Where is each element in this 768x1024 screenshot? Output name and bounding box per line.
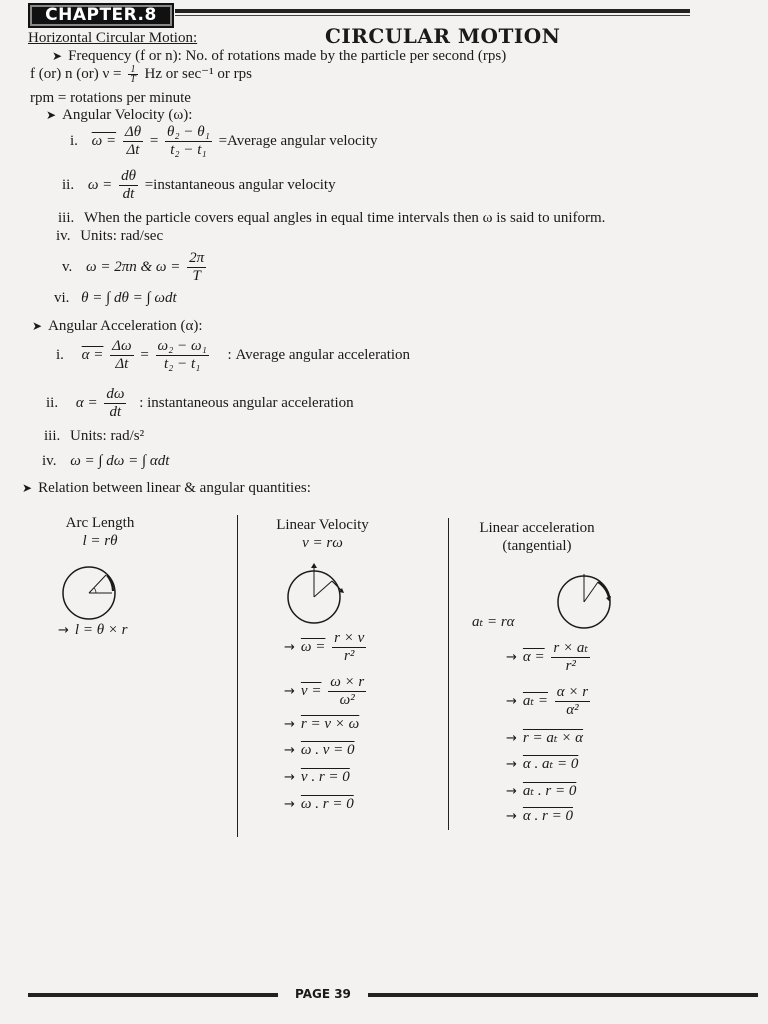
right-arrow-icon: → xyxy=(506,731,517,746)
fraction xyxy=(165,124,212,159)
aa-item-1 xyxy=(56,338,410,373)
lv-row-3 xyxy=(284,716,359,733)
page-title: CIRCULAR MOTION xyxy=(325,24,561,48)
frequency-formula-lhs: f (or) n (or) ν = xyxy=(30,66,122,82)
vector-relation: α . r = 0 xyxy=(522,808,573,824)
frequency-formula xyxy=(30,64,252,84)
frac-den: ω² xyxy=(339,692,355,708)
formula-lhs: ω = xyxy=(87,176,113,193)
vector-relation: α . aₜ = 0 xyxy=(522,756,579,772)
arc-length-circle-diagram xyxy=(58,563,124,623)
fraction xyxy=(332,630,366,665)
arc-length-heading: Arc Length xyxy=(65,515,135,531)
angular-velocity-heading xyxy=(46,107,192,124)
arrow-bullet-icon: ➤ xyxy=(52,49,63,63)
la-row-3 xyxy=(506,728,583,747)
arc-length-formula: l = rθ xyxy=(82,533,118,549)
angular-velocity-heading-text: Angular Velocity (ω): xyxy=(62,107,193,123)
right-arrow-icon: → xyxy=(506,693,517,709)
footer-rule-right xyxy=(368,993,758,997)
page-number: PAGE 39 xyxy=(295,987,351,1001)
relation-heading-text: Relation between linear & angular quantities: xyxy=(38,480,311,496)
linear-velocity-formula: v = rω xyxy=(302,535,343,551)
relation-heading xyxy=(22,480,311,497)
formula-lhs: ω = 2πn & ω = xyxy=(86,258,181,275)
formula-desc: : Average angular acceleration xyxy=(227,346,411,363)
frac-num: θ₂ − θ₁ xyxy=(167,124,210,140)
formula-desc: : instantaneous angular acceleration xyxy=(139,394,354,411)
column-divider-1 xyxy=(237,515,238,837)
frac-num: ω₂ − ω₁ xyxy=(157,338,207,354)
aa-item-4 xyxy=(42,453,169,470)
right-arrow-icon: → xyxy=(284,743,295,758)
right-arrow-icon: → xyxy=(284,797,295,812)
frac-num: α × r xyxy=(556,684,589,700)
av-item-6 xyxy=(54,290,177,307)
la-row-alpha xyxy=(506,640,593,675)
fraction xyxy=(187,250,206,285)
av-item-3 xyxy=(58,210,605,227)
item-number: i. xyxy=(70,132,78,149)
av-item-2 xyxy=(62,168,336,203)
fraction xyxy=(156,338,209,373)
linear-velocity-heading: Linear Velocity xyxy=(276,517,369,533)
chapter-badge: CHAPTER.8 xyxy=(28,3,174,28)
right-arrow-icon: → xyxy=(284,770,295,785)
item-number: v. xyxy=(62,258,73,275)
frequency-line xyxy=(52,48,506,65)
la-row-4 xyxy=(506,754,578,773)
frac-den: α² xyxy=(566,702,579,718)
frac-den: r² xyxy=(344,648,355,664)
frequency-label: Frequency (f or n): No. of rotations made by the particle per second (rps) xyxy=(68,48,507,64)
item-number: iv. xyxy=(56,228,71,244)
arrow-bullet-icon: ➤ xyxy=(22,481,33,495)
frequency-formula-units: Hz or sec⁻¹ or rps xyxy=(144,66,252,82)
formula-lhs: α = xyxy=(75,394,98,411)
formula-lhs: α = xyxy=(522,648,545,665)
arrow-bullet-icon: ➤ xyxy=(32,319,43,333)
item-number: i. xyxy=(56,346,64,363)
item-text: When the particle covers equal angles in equal time intervals then ω is said to uniform. xyxy=(84,210,606,226)
frac-den: t₂ − t₁ xyxy=(170,142,207,158)
item-text: θ = ∫ dθ = ∫ ωdt xyxy=(81,290,177,306)
vector-relation: r = aₜ × α xyxy=(522,730,584,746)
formula-lhs: ω = xyxy=(300,638,326,655)
la-formula: aₜ = rα xyxy=(472,614,515,630)
frac-num: r × aₜ xyxy=(553,640,589,656)
item-number: vi. xyxy=(54,290,70,306)
linear-acceleration-heading: Linear acceleration xyxy=(479,520,595,536)
right-arrow-icon: → xyxy=(58,623,69,638)
frac-den: T xyxy=(130,74,136,86)
item-number: ii. xyxy=(46,394,59,411)
right-arrow-icon: → xyxy=(506,809,517,824)
arrow-bullet-icon: ➤ xyxy=(46,108,57,122)
section-heading: Horizontal Circular Motion: xyxy=(28,30,198,46)
vector-relation: aₜ . r = 0 xyxy=(522,783,577,799)
fraction xyxy=(328,674,366,709)
aa-item-3 xyxy=(44,428,144,445)
footer-rule-left xyxy=(28,993,278,997)
formula-desc: =instantaneous angular velocity xyxy=(144,176,336,193)
lv-row-4 xyxy=(284,742,355,759)
frac-num: 1 xyxy=(128,65,138,75)
equals: = xyxy=(149,132,159,149)
fraction xyxy=(123,124,143,159)
angular-acceleration-heading-text: Angular Acceleration (α): xyxy=(48,318,203,334)
frac-num: dω xyxy=(106,386,125,402)
frac-num: Δω xyxy=(112,338,132,354)
frac-den: dt xyxy=(109,404,122,420)
right-arrow-icon: → xyxy=(506,784,517,799)
frac-num: dθ xyxy=(121,168,136,184)
item-text: Units: rad/s² xyxy=(70,428,145,444)
formula-lhs: aₜ = xyxy=(522,692,548,709)
fraction xyxy=(555,684,590,719)
frac-den: r² xyxy=(565,658,576,674)
linear-velocity-circle-diagram xyxy=(284,563,354,629)
frac-den: Δt xyxy=(115,356,129,372)
la-row-at xyxy=(506,684,593,719)
vector-relation: ω . v = 0 xyxy=(300,742,355,758)
av-item-1 xyxy=(70,124,378,159)
frac-den: t₂ − t₁ xyxy=(163,356,201,372)
item-number: iv. xyxy=(42,453,57,469)
av-item-5 xyxy=(62,250,209,285)
vector-relation: l = θ × r xyxy=(74,622,128,638)
right-arrow-icon: → xyxy=(284,639,295,655)
la-row-6 xyxy=(506,808,573,825)
vector-relation: ω . r = 0 xyxy=(300,796,354,812)
fraction xyxy=(551,640,590,675)
frac-num: r × v xyxy=(334,630,365,646)
frac-num: ω × r xyxy=(330,674,365,690)
frac-num: 2π xyxy=(189,250,205,266)
aa-item-2 xyxy=(46,386,354,421)
linear-acceleration-circle-diagram xyxy=(554,572,630,632)
lv-row-omega xyxy=(284,630,369,665)
lv-row-6 xyxy=(284,796,354,813)
right-arrow-icon: → xyxy=(284,717,295,732)
frac-den: dt xyxy=(122,186,135,202)
fraction xyxy=(110,338,133,373)
frac-num: Δθ xyxy=(124,124,142,140)
item-number: iii. xyxy=(58,210,75,226)
frequency-fraction xyxy=(128,65,138,84)
formula-desc: =Average angular velocity xyxy=(218,132,378,149)
angular-acceleration-heading xyxy=(32,318,203,335)
av-item-4 xyxy=(56,228,163,245)
column-divider-2 xyxy=(448,518,449,830)
vector-relation: v . r = 0 xyxy=(300,769,350,785)
fraction xyxy=(119,168,138,203)
linear-acceleration-subheading: (tangential) xyxy=(502,538,572,554)
formula-lhs: ω = xyxy=(91,132,117,149)
arc-length-vector-row xyxy=(58,622,128,639)
equals: = xyxy=(140,346,149,363)
top-rule-thin xyxy=(175,15,690,16)
la-row-5 xyxy=(506,781,576,800)
right-arrow-icon: → xyxy=(506,649,517,665)
formula-lhs: α = xyxy=(81,346,104,363)
vector-relation: r = v × ω xyxy=(300,716,360,732)
frac-den: Δt xyxy=(126,142,140,158)
item-number: iii. xyxy=(44,428,61,444)
lv-row-v xyxy=(284,674,369,709)
right-arrow-icon: → xyxy=(506,757,517,772)
formula-lhs: v = xyxy=(300,682,322,699)
item-text: ω = ∫ dω = ∫ αdt xyxy=(70,453,170,469)
fraction xyxy=(104,386,126,421)
right-arrow-icon: → xyxy=(284,683,295,699)
lv-row-5 xyxy=(284,769,350,786)
top-rule xyxy=(175,9,690,13)
item-number: ii. xyxy=(62,176,75,193)
rpm-line: rpm = rotations per minute xyxy=(30,90,191,106)
item-text: Units: rad/sec xyxy=(80,228,164,244)
frac-den: T xyxy=(192,268,201,284)
